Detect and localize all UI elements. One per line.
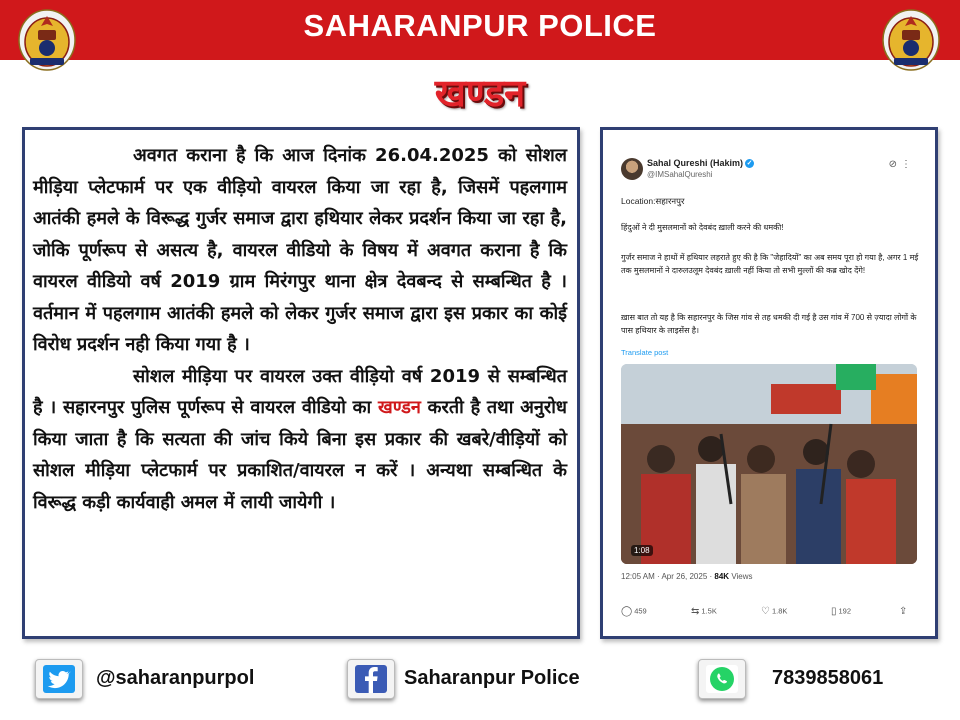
reply-button[interactable] — [621, 606, 647, 617]
article-p2-start: सोशल मीड़िया पर वायरल उक्त वीड़ियो वर्ष 2019 से सम्बन्धित है । सहारनपुर पुलिस पूर्णरूप से वायरल वीडियो का — [33, 365, 567, 418]
facebook-link[interactable] — [347, 659, 395, 699]
verified-badge-icon: ✓ — [746, 160, 753, 168]
header-title: SAHARANPUR POLICE — [303, 8, 657, 43]
tweet-author[interactable] — [647, 158, 754, 168]
tweet-views-label: Views — [731, 572, 753, 581]
article-panel — [22, 127, 580, 639]
article-p2-end: करती है तथा अनुरोध किया जाता है कि सत्यता की जांच किये बिना इस प्रकार की खबरे/वीड़ियों को सोशल मीड़िया प्लेटफार्म पर प्रकाशित/वायरल न करें । अन्यथा सम्बन्धित के विरूद्ध कड़ी कार्यवाही अमल में लायी जायेगी । — [33, 397, 567, 513]
avatar[interactable] — [621, 158, 643, 180]
whatsapp-link[interactable] — [698, 659, 746, 699]
repost-count: 1.5K — [701, 606, 717, 616]
facebook-page-name[interactable]: Saharanpur Police — [404, 667, 580, 689]
tweet-screenshot-panel — [600, 127, 938, 639]
translate-post-link[interactable]: Translate post — [621, 348, 669, 357]
tweet-views-count: 84K — [714, 572, 730, 581]
twitter-handle[interactable]: @saharanpurpol — [96, 667, 255, 689]
whatsapp-number[interactable]: 7839858061 — [772, 667, 884, 689]
reply-count: 459 — [634, 606, 647, 616]
heart-icon: ♡ — [761, 606, 770, 617]
crowd-video-frame — [621, 364, 917, 564]
like-button[interactable] — [761, 606, 787, 617]
bookmark-button[interactable] — [831, 606, 851, 617]
article-paragraph-2 — [33, 361, 567, 519]
police-emblem-icon — [880, 6, 942, 72]
share-button[interactable] — [899, 606, 909, 617]
bookmark-count: 192 — [838, 606, 852, 616]
tweet-header-icons — [889, 159, 915, 170]
video-duration: 1:08 — [631, 545, 653, 556]
police-emblem-icon — [16, 6, 78, 72]
like-count: 1.8K — [771, 606, 788, 616]
facebook-icon — [355, 665, 387, 693]
whatsapp-icon — [706, 665, 738, 693]
tweet-handle[interactable]: @IMSahalQureshi — [647, 170, 713, 179]
tweet-location: Location:सहारनपुर — [621, 196, 685, 206]
tweet-timestamp: 12:05 AM · Apr 26, 2025 · — [621, 572, 713, 581]
grok-icon[interactable]: ⊘ — [888, 159, 901, 170]
tweet-meta — [621, 572, 753, 581]
headline-khandan: खण्डन — [434, 71, 526, 115]
tweet-video[interactable] — [621, 364, 917, 564]
share-icon: ⇪ — [899, 606, 908, 617]
repost-icon: ⇆ — [691, 606, 700, 617]
tweet-author-name: Sahal Qureshi (Hakim) — [647, 158, 744, 168]
twitter-icon — [43, 665, 75, 693]
khandan-highlight: खण्डन — [377, 397, 421, 418]
tweet-text-3: ख़ास बात तो यह है कि सहारनपुर के जिस गांव से तह धमकी दी गई है उस गांव में 700 से ज़्यादा लोगों के पास हथियार के लाइसेंस है। — [621, 313, 917, 335]
header-bar — [0, 0, 960, 60]
twitter-link[interactable] — [35, 659, 83, 699]
article-body — [25, 130, 577, 524]
tweet-text-2: गुर्जर समाज ने हाथों में हथियार लहराते हुए की है कि "जेहादियों" का अब समय पूरा हो गया है, अगर 1 मई तक मुसलमानों ने दारुलउलूम देवबंद ख़ाली नहीं किया तो सभी मुल्लों की कब्र खोद देंगे! — [621, 253, 919, 275]
more-options-icon[interactable]: ⋮ — [901, 159, 915, 170]
bookmark-icon: ▯ — [831, 606, 837, 617]
repost-button[interactable] — [691, 606, 717, 617]
reply-icon: ◯ — [621, 606, 633, 617]
article-paragraph-1: अवगत कराना है कि आज दिनांक 26.04.2025 को सोशल मीड़िया प्लेटफार्म पर एक वीड़ियो वायरल किया जा रहा है, जिसमें पहलगाम आतंकी हमले के विरूद्ध गुर्जर समाज द्वारा हथियार लेकर प्रदर्शन किया जा रहा है, जोकि पूर्णरूप से असत्य है, वायरल वीडियो के विषय में अवगत कराना है कि वायरल वीडियो वर्ष 2019 ग्राम मिरंगपुर थाना क्षेत्र देवबन्द से सम्बन्धित है । वर्तमान में पहलगाम आतंकी हमले को लेकर गुर्जर समाज द्वारा इस प्रकार का कोई विरोध प्रदर्शन नही किया गया है । — [33, 145, 567, 355]
tweet-text-1: हिंदुओं ने दी मुसलमानों को देवबंद ख़ाली करने की धमकी! — [621, 223, 784, 232]
